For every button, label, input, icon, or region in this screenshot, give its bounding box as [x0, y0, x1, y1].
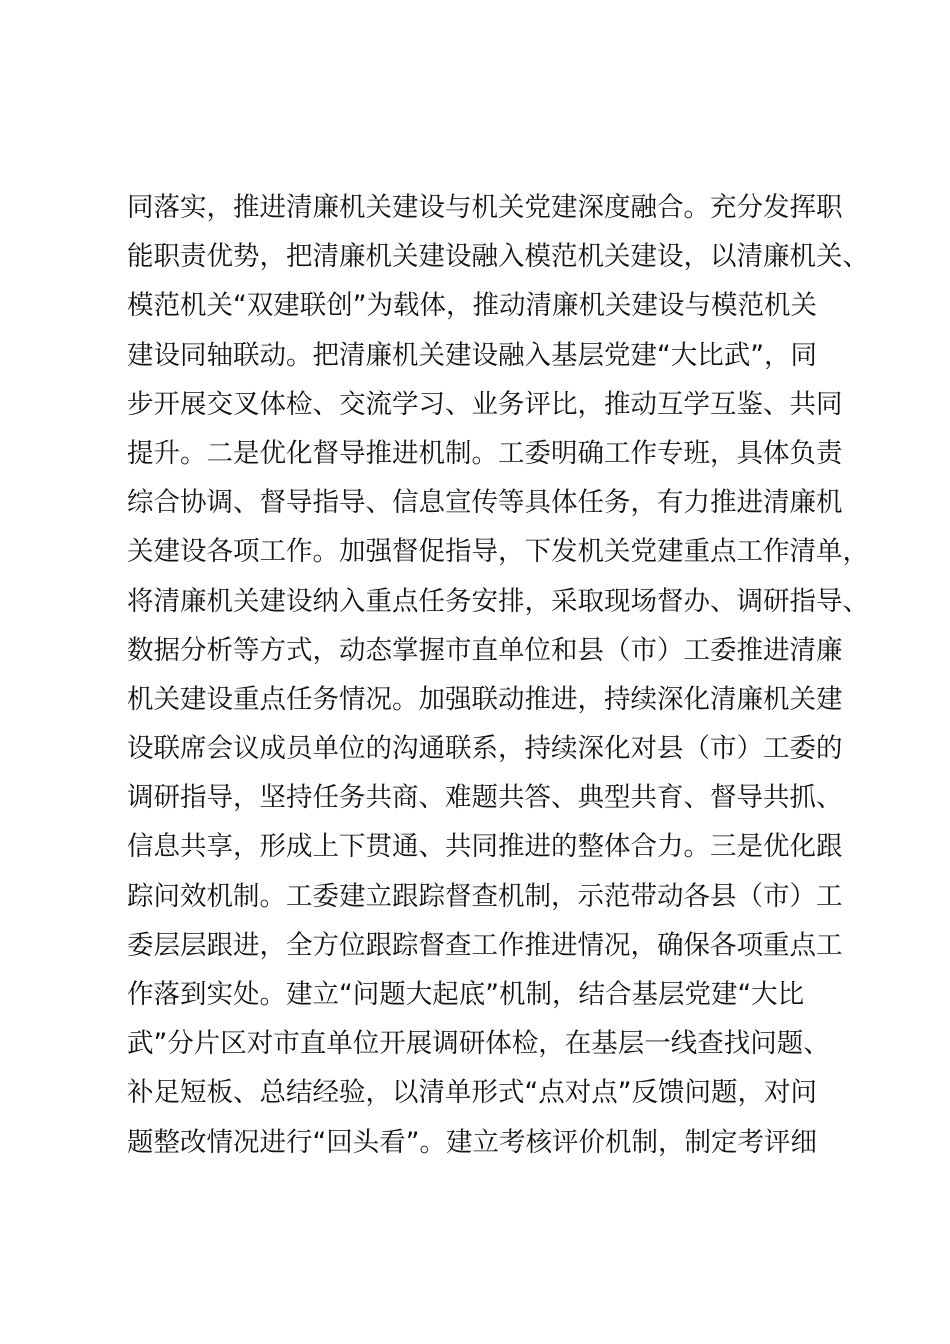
body-paragraph	[127, 183, 869, 1167]
text-line: 调研指导，坚持任务共商、难题共答、典型共育、督导共抓、	[127, 782, 843, 814]
text-line: 步开展交叉体检、交流学习、业务评比，推动互学互鉴、共同	[127, 388, 843, 420]
text-line: 设联席会议成员单位的沟通联系，持续深化对县（市）工委的	[127, 733, 843, 765]
text-line: 补足短板、总结经验，以清单形式“点对点”反馈问题，对问	[127, 1077, 817, 1109]
text-line: 模范机关“双建联创”为载体，推动清廉机关建设与模范机关	[127, 290, 817, 322]
text-line: 委层层跟进，全方位跟踪督查工作推进情况，确保各项重点工	[127, 929, 843, 961]
text-line: 数据分析等方式，动态掌握市直单位和县（市）工委推进清廉	[127, 634, 843, 666]
text-line: 关建设各项工作。加强督促指导，下发机关党建重点工作清单，	[127, 536, 869, 568]
text-line: 综合协调、督导指导、信息宣传等具体任务，有力推进清廉机	[127, 487, 843, 519]
text-line: 机关建设重点任务情况。加强联动推进，持续深化清廉机关建	[127, 683, 843, 715]
text-line: 将清廉机关建设纳入重点任务安排，采取现场督办、调研指导、	[127, 585, 869, 617]
text-line: 信息共享，形成上下贯通、共同推进的整体合力。三是优化跟	[127, 831, 843, 863]
text-line: 题整改情况进行“回头看”。建立考核评价机制，制定考评细	[127, 1126, 817, 1158]
text-line: 提升。二是优化督导推进机制。工委明确工作专班，具体负责	[127, 437, 843, 469]
text-line: 作落到实处。建立“问题大起底”机制，结合基层党建“大比	[127, 979, 805, 1010]
text-line: 踪问效机制。工委建立跟踪督查机制，示范带动各县（市）工	[127, 880, 843, 912]
text-line: 同落实，推进清廉机关建设与机关党建深度融合。充分发挥职	[127, 192, 843, 223]
text-line: 能职责优势，把清廉机关建设融入模范机关建设，以清廉机关、	[127, 241, 869, 273]
text-line: 武”分片区对市直单位开展调研体检，在基层一线查找问题、	[127, 1028, 830, 1060]
text-line: 建设同轴联动。把清廉机关建设融入基层党建“大比武”，同	[127, 339, 817, 371]
